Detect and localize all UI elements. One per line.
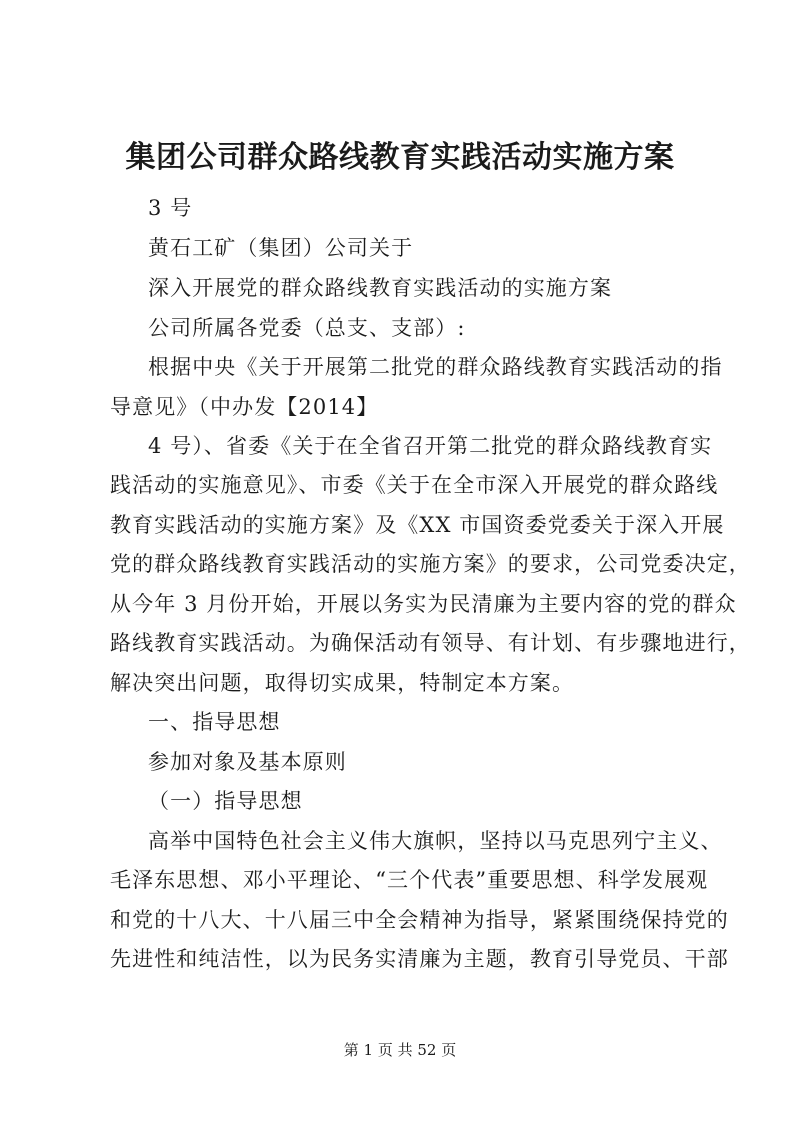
addressee-line: 公司所属各党委（总支、支部）:: [148, 316, 466, 340]
paragraph-line: 4 号）、省委《关于在全省召开第二批党的群众路线教育实: [148, 434, 713, 458]
paragraph-line: 高举中国特色社会主义伟大旗帜，坚持以马克思列宁主义、: [148, 829, 723, 853]
paragraph-line: 先进性和纯洁性，以为民务实清廉为主题，教育引导党员、干部: [110, 947, 729, 971]
paragraph-line: 教育实践活动的实施方案》及《XX 市国资委党委关于深入开展: [110, 513, 725, 537]
subsection-heading: （一）指导思想: [148, 789, 303, 813]
paragraph-line: 根据中央《关于开展第二批党的群众路线教育实践活动的指: [148, 355, 723, 379]
subject-line: 深入开展党的群众路线教育实践活动的实施方案: [148, 276, 613, 300]
section-heading: 一、指导思想: [148, 710, 281, 734]
paragraph-line: 解决突出问题，取得切实成果，特制定本方案。: [110, 671, 575, 695]
paragraph-line: 党的群众路线教育实践活动的实施方案》的要求，公司党委决定，: [110, 552, 751, 576]
paragraph-line: 和党的十八大、十八届三中全会精神为指导，紧紧围绕保持党的: [110, 908, 729, 932]
doc-number: 3 号: [148, 196, 193, 220]
issuer-line: 黄石工矿（集团）公司关于: [148, 236, 414, 260]
paragraph-line: 导意见》（中办发【2014】: [110, 395, 379, 419]
document-title: 集团公司群众路线教育实践活动实施方案: [125, 140, 675, 175]
paragraph-line: 从今年 3 月份开始，开展以务实为民清廉为主要内容的党的群众: [110, 592, 737, 616]
paragraph-line: 毛泽东思想、邓小平理论、“三个代表”重要思想、科学发展观: [110, 868, 709, 892]
section-heading: 参加对象及基本原则: [148, 750, 347, 774]
paragraph-line: 路线教育实践活动。为确保活动有领导、有计划、有步骤地进行，: [110, 631, 751, 655]
page-number-footer: 第 1 页 共 52 页: [343, 1041, 457, 1059]
paragraph-line: 践活动的实施意见》、市委《关于在全市深入开展党的群众路线: [110, 473, 719, 497]
